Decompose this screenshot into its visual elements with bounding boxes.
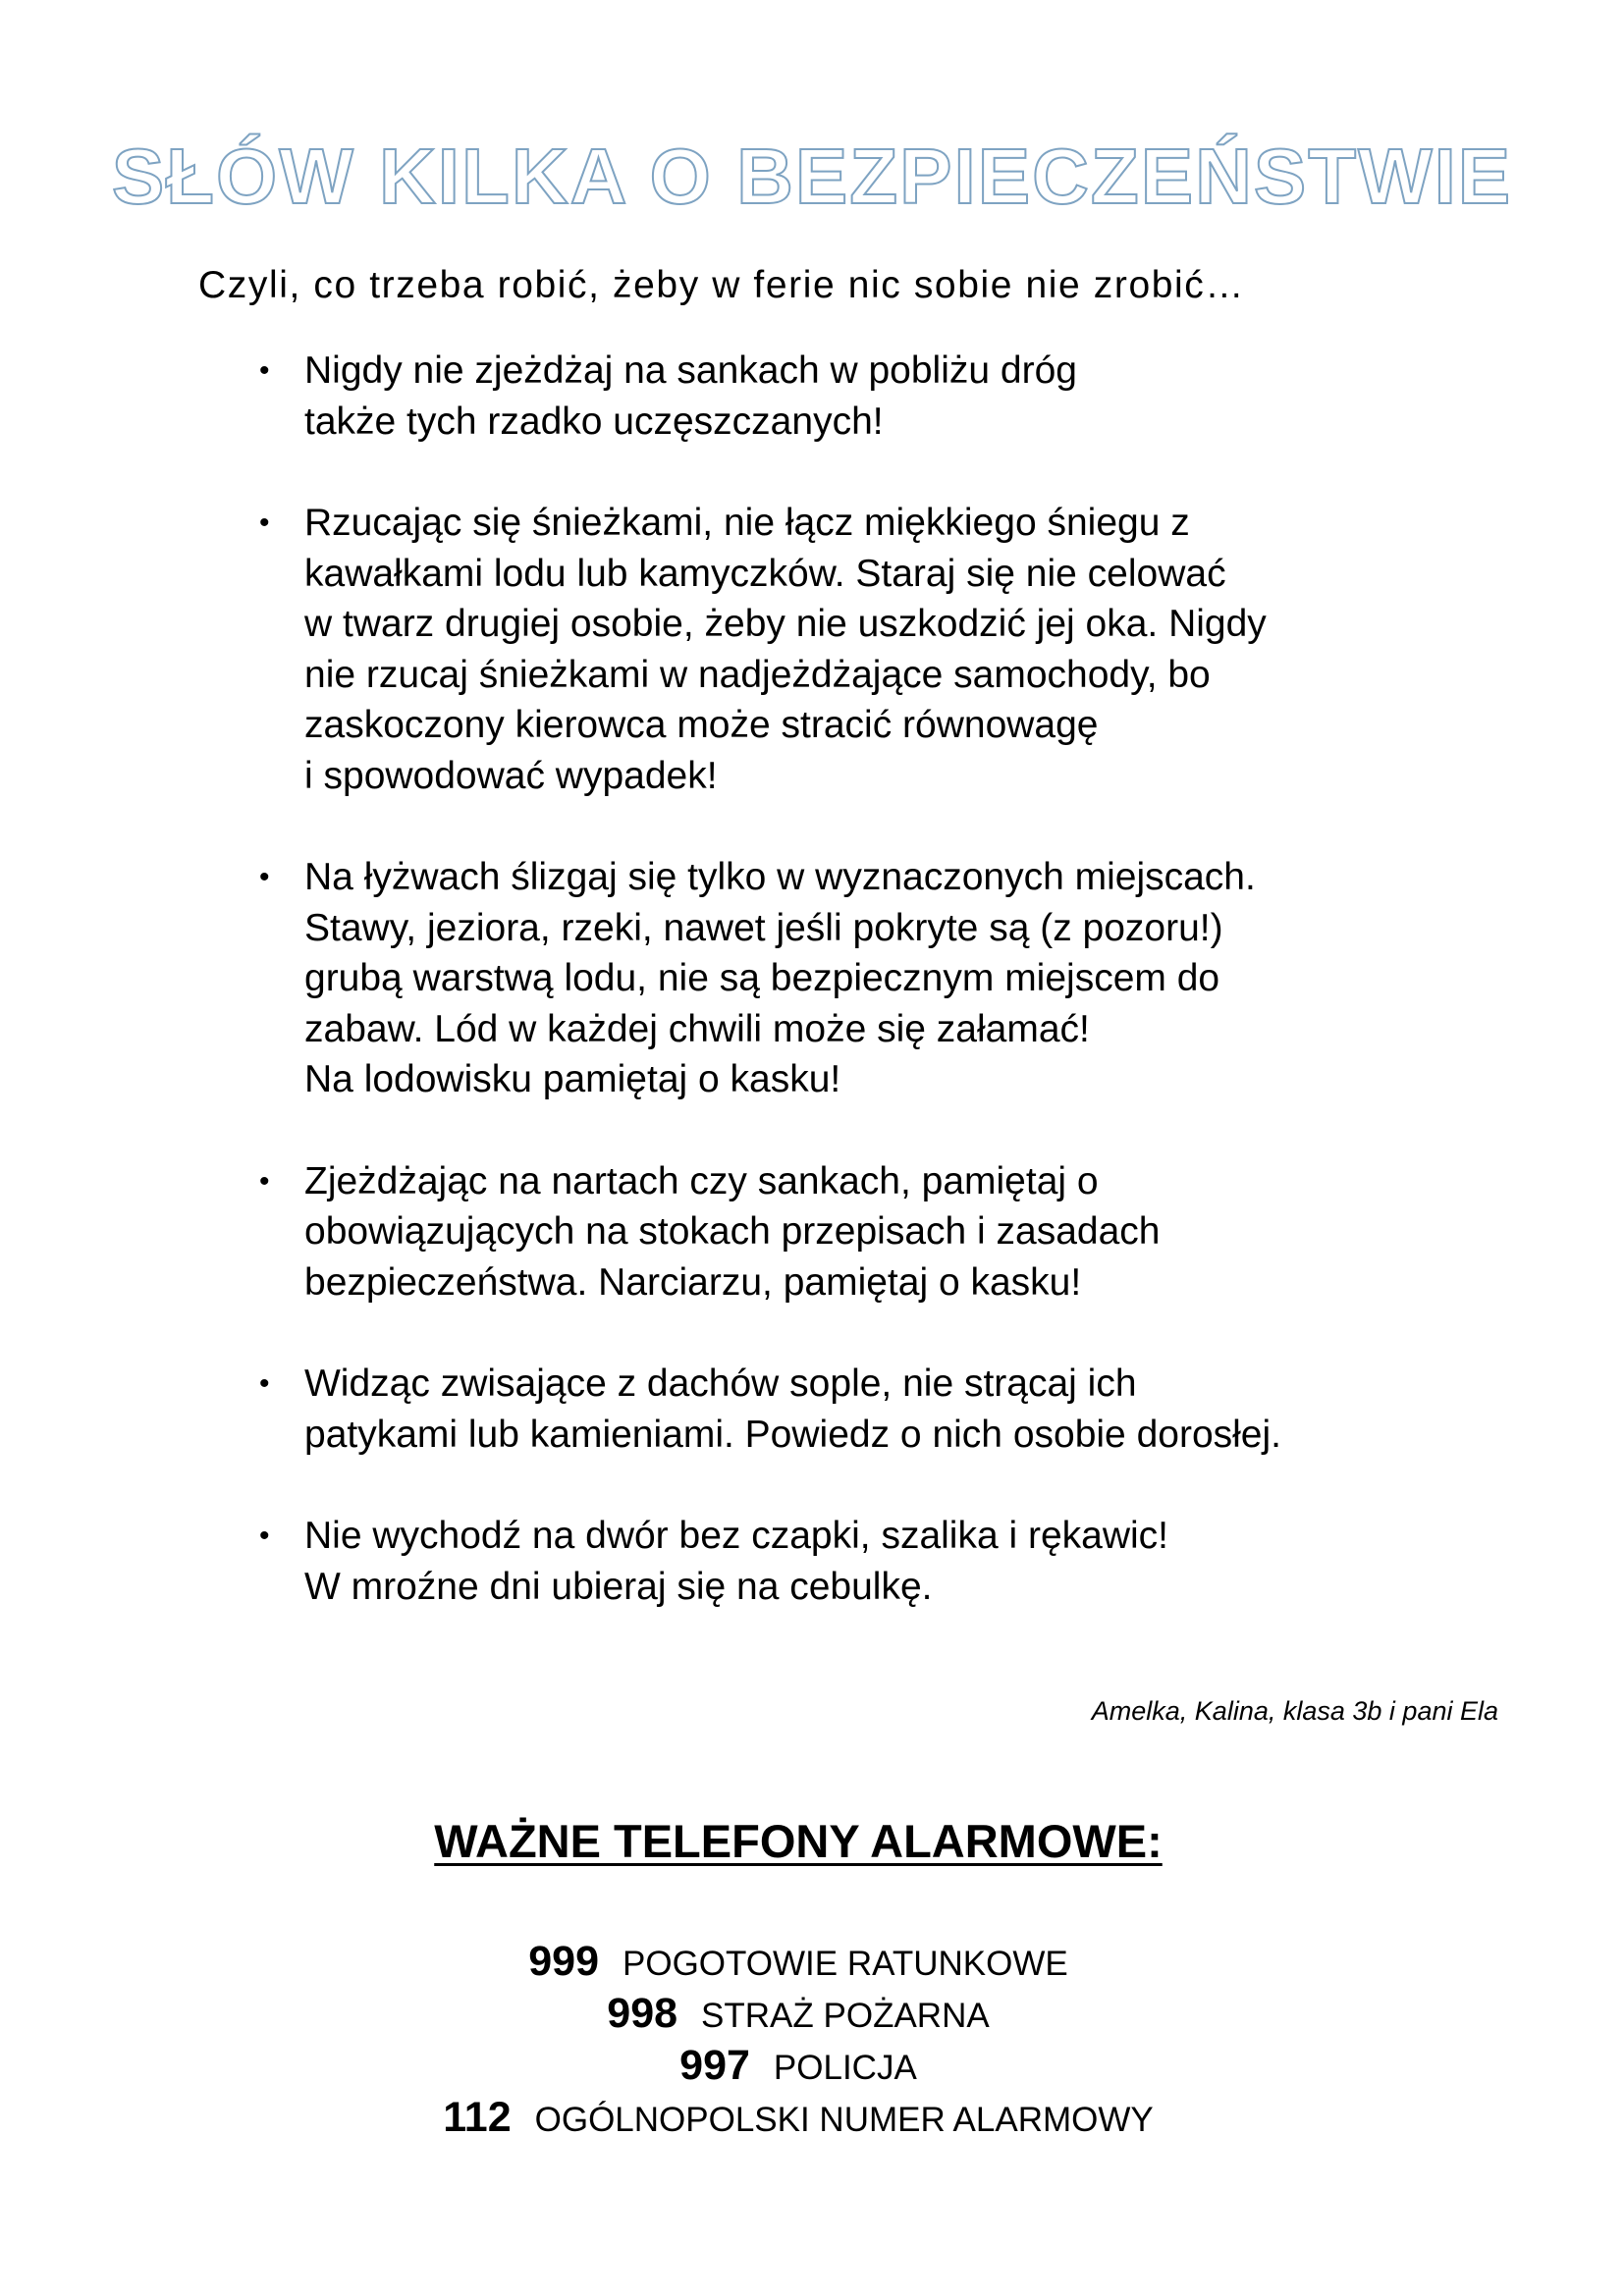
phone-service-name: POLICJA [773, 2049, 917, 2087]
tip-line: Nigdy nie zjeżdżaj na sankach w pobliżu dróg [304, 349, 1077, 392]
bullet-icon: • [259, 1520, 270, 1552]
phones-heading: WAŻNE TELEFONY ALARMOWE: [434, 1815, 1163, 1867]
page-title: SŁÓW KILKA O BEZPIECZEŃSTWIE [111, 133, 1513, 220]
phone-number: 112 [443, 2094, 512, 2141]
phone-service-name: STRAŻ POŻARNA [701, 1997, 990, 2035]
tip-line: Rzucając się śnieżkami, nie łącz miękkiego śniegu z [304, 502, 1190, 544]
bullet-icon: • [259, 354, 270, 387]
tip-item [259, 852, 1532, 1105]
tip-line: obowiązujących na stokach przepisach i zasadach [304, 1210, 1161, 1253]
page-subtitle: Czyli, co trzeba robić, żeby w ferie nic sobie nie zrobić… [198, 264, 1246, 306]
tip-line: W mroźne dni ubieraj się na cebulkę. [304, 1565, 933, 1608]
tip-line: grubą warstwą lodu, nie są bezpiecznym miejscem do [304, 957, 1220, 999]
bullet-icon: • [259, 861, 270, 893]
bullet-icon: • [259, 1367, 270, 1400]
tip-line: Na łyżwach ślizgaj się tylko w wyznaczonych miejscach. [304, 856, 1256, 898]
tip-line: bezpieczeństwa. Narciarzu, pamiętaj o kasku! [304, 1260, 1082, 1304]
tip-line: zaskoczony kierowca może stracić równowagę [304, 704, 1099, 746]
phone-number: 999 [528, 1938, 600, 1985]
bullet-icon: • [259, 1164, 270, 1198]
phone-number: 998 [607, 1990, 678, 2037]
tip-item [259, 498, 1532, 801]
tip-line: Widząc zwisające z dachów sople, nie strącaj ich [304, 1362, 1137, 1405]
tip-line: kawałkami lodu lub kamyczków. Staraj się nie celować [304, 552, 1226, 595]
tip-line: Na lodowisku pamiętaj o kasku! [304, 1058, 841, 1100]
signature: Amelka, Kalina, klasa 3b i pani Ela [1091, 1696, 1498, 1726]
phone-service-name: POGOTOWIE RATUNKOWE [623, 1945, 1068, 1983]
tip-line: w twarz drugiej osobie, żeby nie uszkodzić jej oka. Nigdy [304, 603, 1267, 645]
phone-service-name: OGÓLNOPOLSKI NUMER ALARMOWY [534, 2101, 1154, 2139]
safety-tips-list [259, 346, 1532, 1663]
tip-item [259, 346, 1532, 447]
tip-line: nie rzucaj śnieżkami w nadjeżdżające samochody, bo [304, 653, 1211, 696]
tip-line: i spowodować wypadek! [304, 754, 718, 797]
tip-line: Zjeżdżając na nartach czy sankach, pamiętaj o [304, 1159, 1099, 1202]
tip-item [259, 1156, 1532, 1308]
tip-line: patykami lub kamieniami. Powiedz o nich osobie dorosłej. [304, 1413, 1281, 1456]
tip-line: Nie wychodź na dwór bez czapki, szalika i rękawic! [304, 1515, 1169, 1557]
tip-line: Stawy, jeziora, rzeki, nawet jeśli pokryte są (z pozoru!) [304, 906, 1223, 949]
phone-number: 997 [679, 2042, 750, 2089]
tip-line: zabaw. Lód w każdej chwili może się załamać! [304, 1007, 1090, 1050]
phone-row [0, 2090, 1597, 2155]
bullet-icon: • [259, 507, 270, 539]
tip-item [259, 1359, 1532, 1460]
tip-line: także tych rzadko uczęszczanych! [304, 400, 884, 443]
tip-item [259, 1511, 1532, 1612]
